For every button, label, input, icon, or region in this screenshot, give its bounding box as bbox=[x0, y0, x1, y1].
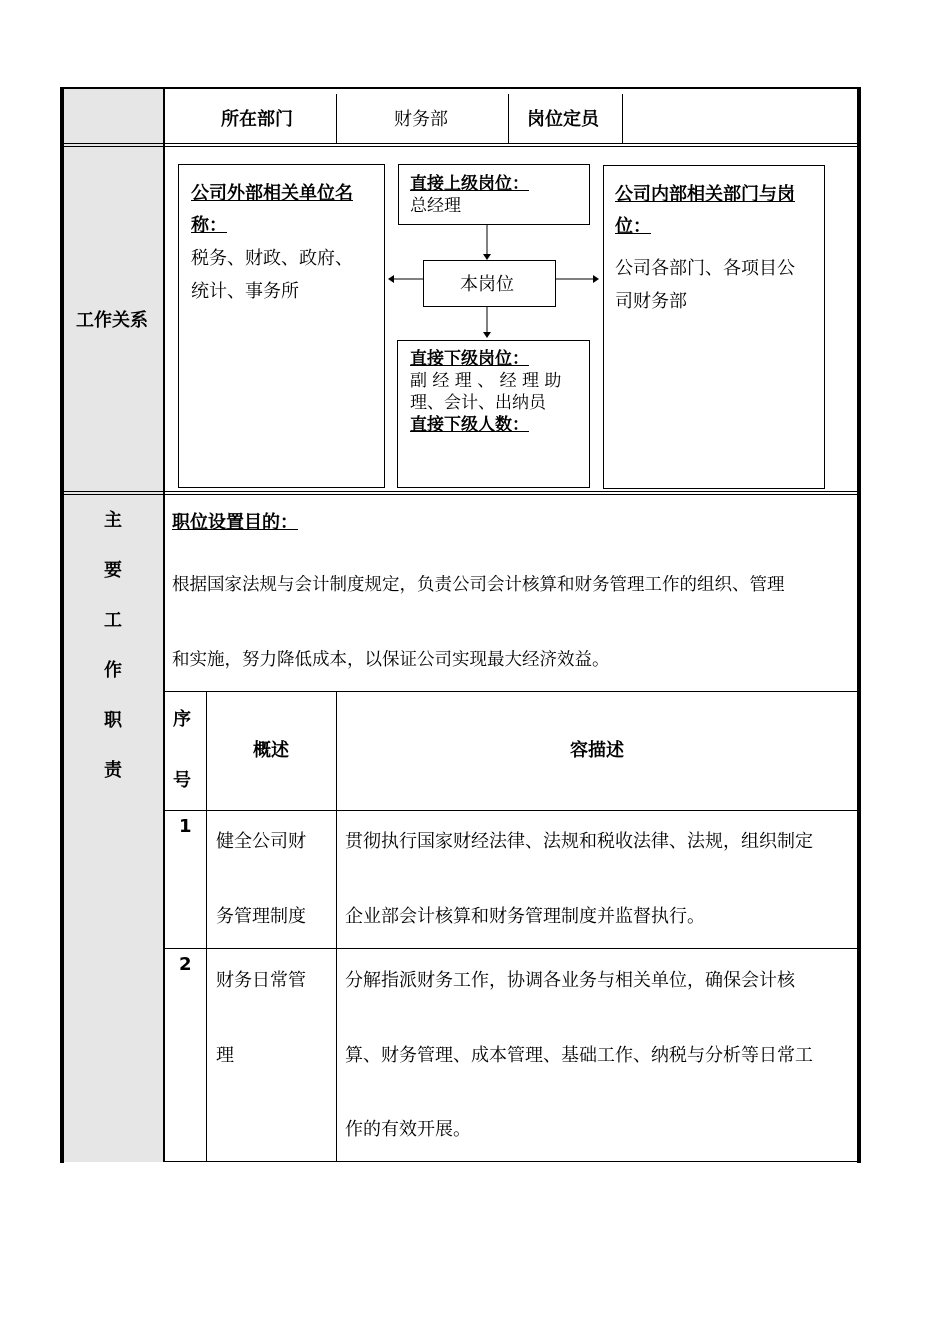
external-body-line2: 统计、事务所 bbox=[191, 281, 299, 302]
subordinate-title: 直接下级岗位： bbox=[410, 349, 529, 369]
table-row1-bottom-line bbox=[164, 948, 857, 949]
table-row-1-summary-line1: 健全公司财 bbox=[216, 831, 306, 852]
internal-body-line2: 司财务部 bbox=[615, 291, 687, 312]
header-cell-divider-3 bbox=[622, 94, 623, 143]
frame-right-border bbox=[857, 87, 861, 1163]
table-col-divider-2 bbox=[336, 691, 337, 1161]
table-bottom-line bbox=[164, 1161, 857, 1162]
relations-arrows bbox=[385, 225, 603, 340]
internal-title-line2: 位： bbox=[615, 216, 651, 237]
relations-separator-2 bbox=[64, 494, 857, 495]
table-row-1-summary-line2: 务管理制度 bbox=[216, 906, 306, 927]
purpose-line2: 和实施，努力降低成本，以保证公司实现最大经济效益。 bbox=[172, 650, 610, 670]
superior-value: 总经理 bbox=[410, 196, 461, 216]
external-title-line2: 称： bbox=[191, 215, 227, 236]
internal-title-line1: 公司内部相关部门与岗 bbox=[615, 184, 795, 205]
duties-label-char-6: 责 bbox=[104, 760, 122, 781]
internal-depts-box bbox=[603, 165, 825, 489]
header-cell-divider-2 bbox=[508, 94, 509, 143]
arrow-head-down-2 bbox=[483, 332, 491, 338]
dept-label: 所在部门 bbox=[221, 109, 293, 130]
internal-body-line1: 公司各部门、各项目公 bbox=[615, 258, 795, 279]
duties-label-char-4: 作 bbox=[104, 660, 122, 681]
external-units-box bbox=[178, 164, 385, 488]
table-row-2-desc-line3: 作的有效开展。 bbox=[345, 1119, 471, 1140]
subordinate-count-label: 直接下级人数： bbox=[410, 415, 529, 435]
duties-label-char-1: 主 bbox=[104, 510, 122, 531]
table-header-bottom-line bbox=[164, 810, 857, 811]
dept-value: 财务部 bbox=[394, 109, 448, 130]
col-desc-header: 容描述 bbox=[570, 740, 624, 761]
arrow-head-down-1 bbox=[483, 254, 491, 260]
purpose-title: 职位设置目的： bbox=[172, 512, 298, 533]
col-no-header-1: 序 bbox=[173, 709, 191, 730]
external-body-line1: 税务、财政、政府、 bbox=[191, 248, 353, 269]
quota-label: 岗位定员 bbox=[527, 109, 599, 130]
relations-separator bbox=[64, 491, 857, 492]
table-row-1-desc-line2: 企业部会计核算和财务管理制度并监督执行。 bbox=[345, 906, 705, 927]
table-col-divider-1 bbox=[206, 691, 207, 1161]
table-row-2-desc-line1: 分解指派财务工作，协调各业务与相关单位，确保会计核 bbox=[345, 970, 795, 991]
table-row-2-summary-line2: 理 bbox=[216, 1045, 234, 1066]
col-summary-header: 概述 bbox=[253, 740, 289, 761]
table-top-line bbox=[164, 691, 857, 692]
duties-label-char-5: 职 bbox=[104, 710, 122, 731]
table-row-2-summary-line1: 财务日常管 bbox=[216, 970, 306, 991]
header-separator bbox=[64, 143, 857, 144]
duties-label-char-2: 要 bbox=[104, 560, 122, 581]
arrow-head-left bbox=[388, 275, 394, 283]
table-row-2-no: 2 bbox=[179, 954, 192, 975]
header-cell-divider-1 bbox=[336, 94, 337, 143]
external-title-line1: 公司外部相关单位名 bbox=[191, 183, 353, 204]
col-no-header-2: 号 bbox=[173, 770, 191, 791]
table-row-2-desc-line2: 算、财务管理、成本管理、基础工作、纳税与分析等日常工 bbox=[345, 1045, 813, 1066]
self-position-label: 本岗位 bbox=[460, 274, 514, 295]
arrow-head-right bbox=[593, 275, 599, 283]
subordinate-line1: 副 经 理 、 经 理 助 bbox=[410, 371, 562, 391]
superior-title: 直接上级岗位： bbox=[410, 174, 529, 194]
purpose-line1: 根据国家法规与会计制度规定，负责公司会计核算和财务管理工作的组织、管理 bbox=[172, 575, 785, 595]
table-row-1-no: 1 bbox=[179, 816, 192, 837]
frame-top-border bbox=[60, 87, 861, 89]
duties-label-char-3: 工 bbox=[104, 610, 122, 631]
relations-label: 工作关系 bbox=[76, 310, 148, 331]
frame-left-border bbox=[60, 87, 64, 1163]
label-column-divider bbox=[163, 88, 165, 1162]
header-separator-2 bbox=[64, 146, 857, 147]
table-row-1-desc-line1: 贯彻执行国家财经法律、法规和税收法律、法规，组织制定 bbox=[345, 831, 813, 852]
subordinate-line2: 理、会计、出纳员 bbox=[410, 393, 546, 413]
